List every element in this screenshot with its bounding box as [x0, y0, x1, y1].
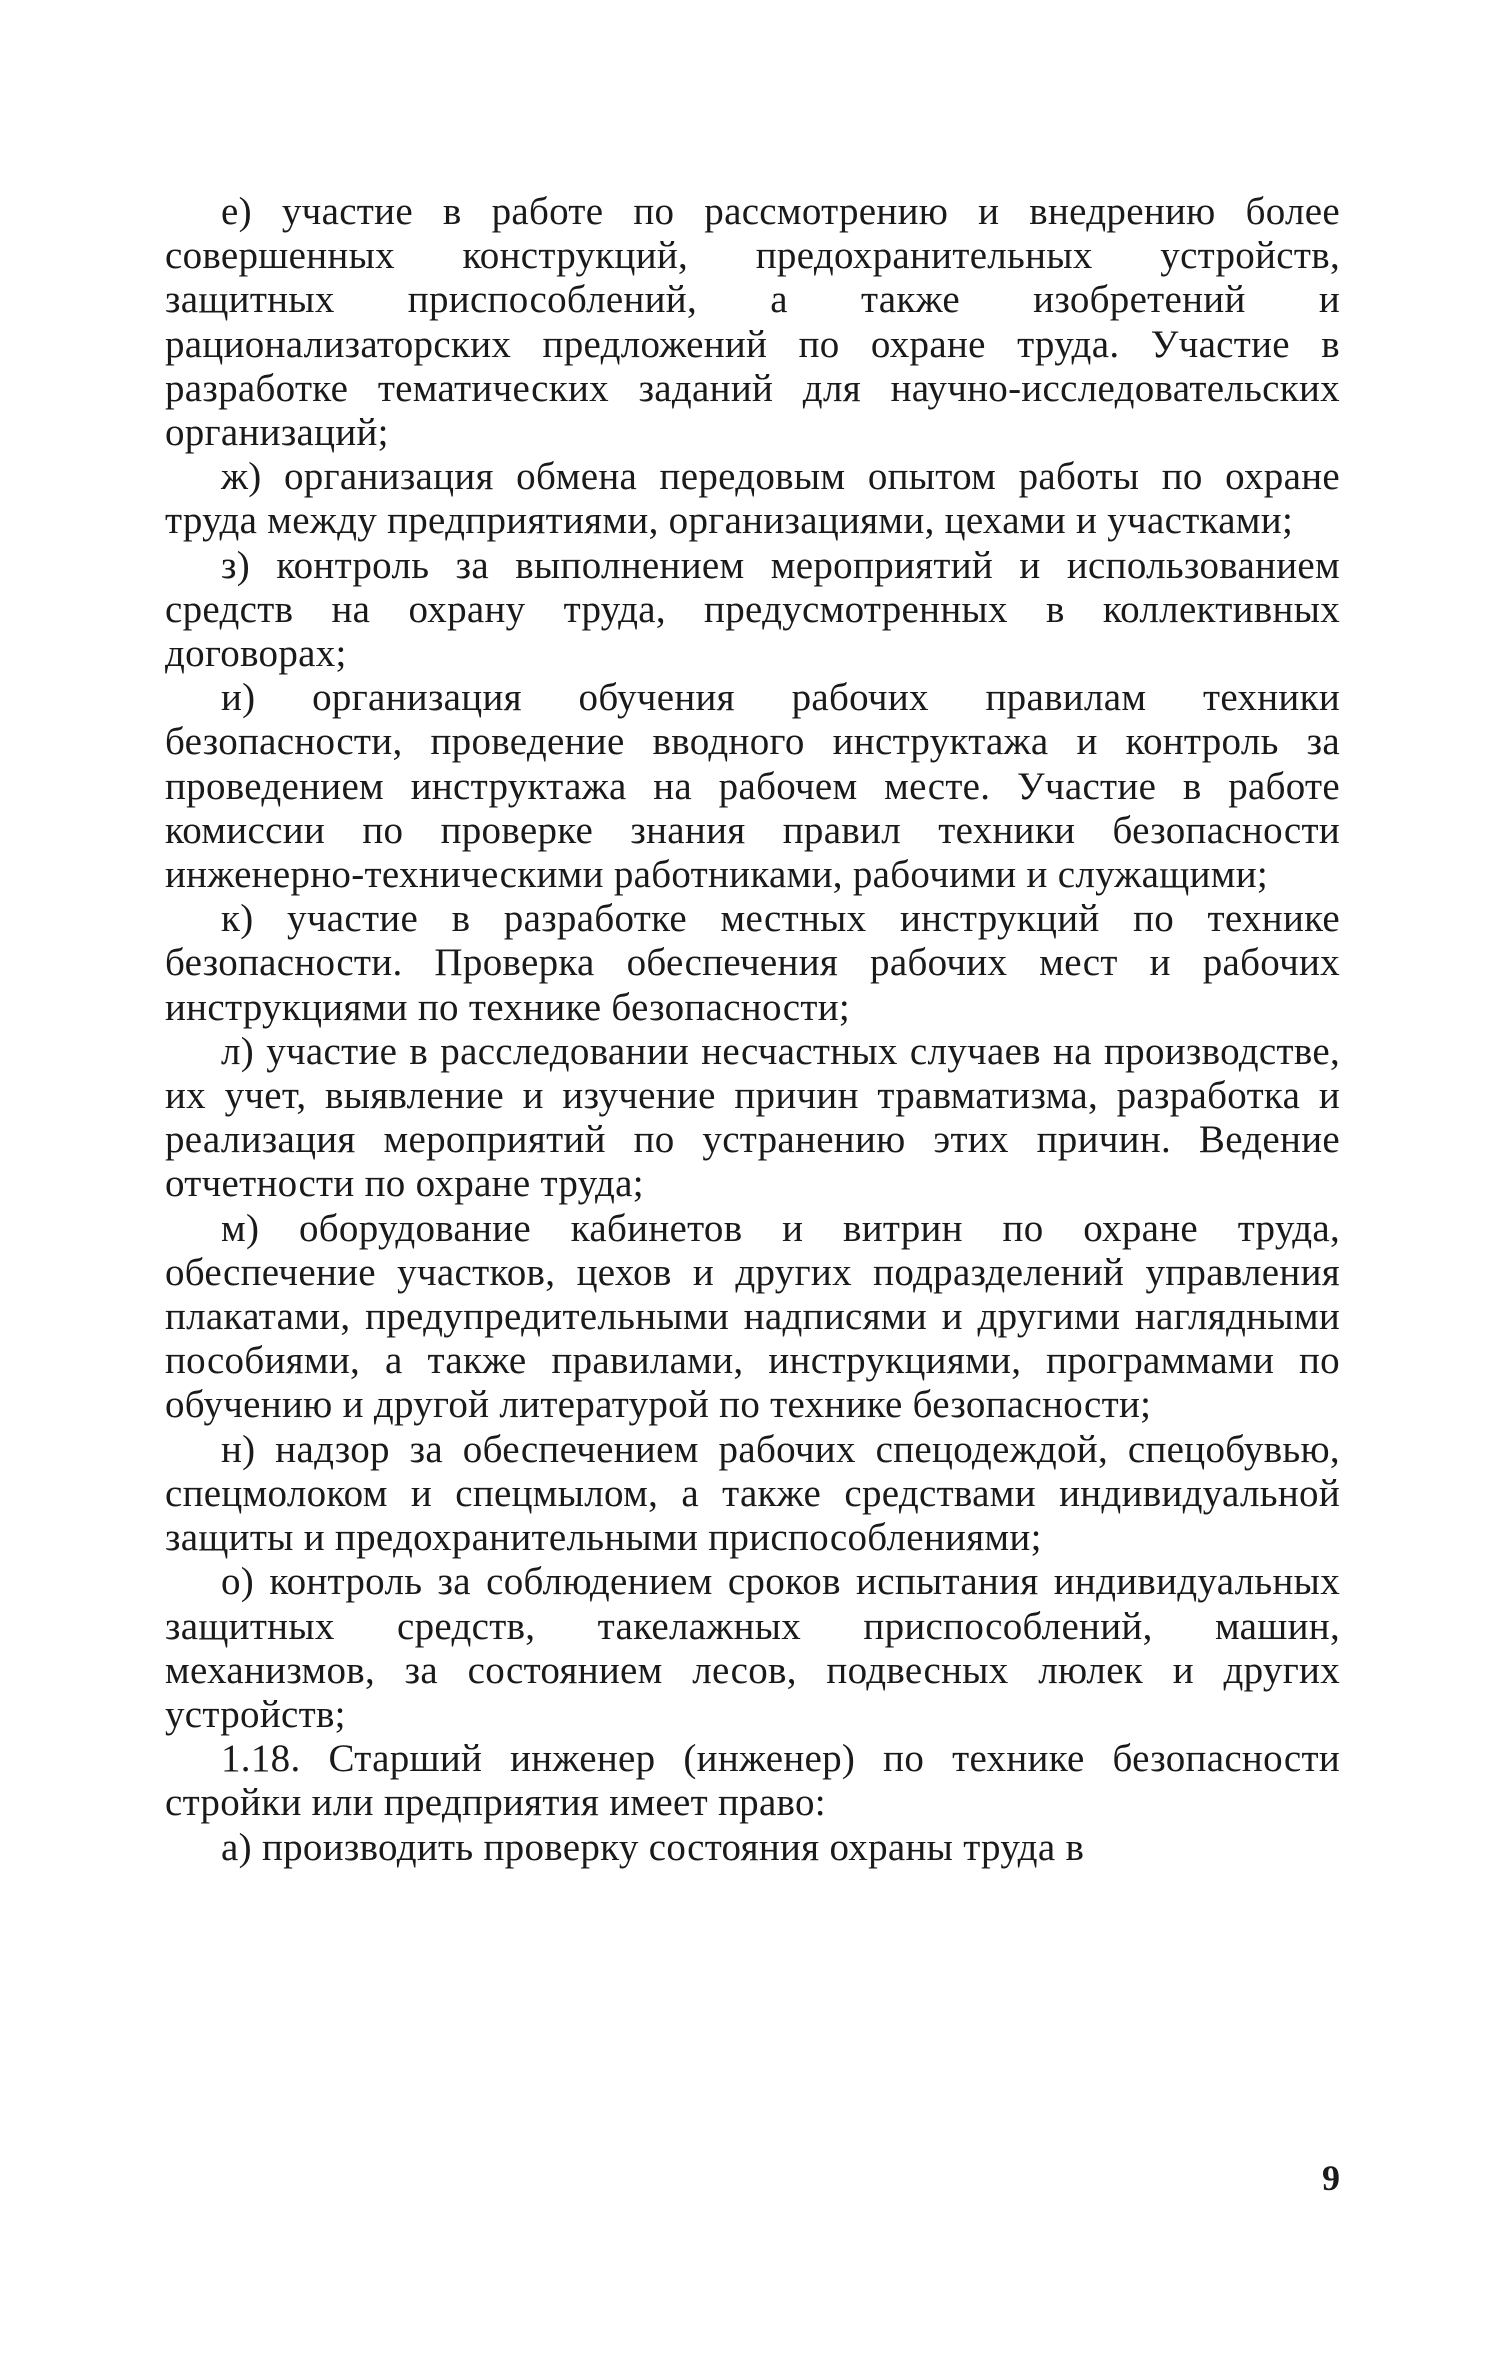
paragraph-item-n: н) надзор за обеспечением рабочих спецодеждой, спецобувью, спецмолоком и спецмылом, а также средствами индивидуальной защиты и предохранительными приспособлениями;	[165, 1427, 1340, 1560]
paragraph-item-k: к) участие в разработке местных инструкций по технике безопасности. Проверка обеспечения рабочих мест и рабочих инструкциями по технике безопасности;	[165, 897, 1340, 1029]
paragraph-item-e: е) участие в работе по рассмотрению и внедрению более совершенных конструкций, предохранительных устройств, защитных приспособлений, а также изобретений и рационализаторских предложений по охране труда. Участие в разработке тематических заданий для научно-исследовательских организаций;	[165, 190, 1340, 455]
paragraph-item-o: о) контроль за соблюдением сроков испытания индивидуальных защитных средств, такелажных приспособлений, машин, механизмов, за состоянием лесов, подвесных люлек и других устройств;	[165, 1560, 1340, 1736]
paragraph-item-i: и) организация обучения рабочих правилам техники безопасности, проведение вводного инструктажа и контроль за проведением инструктажа на рабочем месте. Участие в работе комиссии по проверке знания правил техники безопасности инженерно-техническими работниками, рабочими и служащими;	[165, 676, 1340, 897]
body-text	[165, 190, 1340, 1870]
page-number: 9	[1322, 2158, 1340, 2198]
paragraph-item-a: а) производить проверку состояния охраны труда в	[221, 1825, 1085, 1869]
paragraph-item-z: з) контроль за выполнением мероприятий и использованием средств на охрану труда, предусмотренных в коллективных договорах;	[165, 543, 1340, 676]
paragraph-item-l: л) участие в расследовании несчастных случаев на производстве, их учет, выявление и изучение причин травматизма, разработка и реализация мероприятий по устранению этих причин. Ведение отчетности по охране труда;	[165, 1029, 1340, 1206]
section-1-18: 1.18. Старший инженер (инженер) по технике безопасности стройки или предприятия имеет право:	[165, 1737, 1340, 1825]
paragraph-item-m: м) оборудование кабинетов и витрин по охране труда, обеспечение участков, цехов и других подразделений управления плакатами, предупредительными надписями и другими наглядными пособиями, а также правилами, инструкциями, программами по обучению и другой литературой по технике безопасности;	[165, 1206, 1340, 1427]
paragraph-item-zh: ж) организация обмена передовым опытом работы по охране труда между предприятиями, организациями, цехами и участками;	[165, 455, 1340, 543]
